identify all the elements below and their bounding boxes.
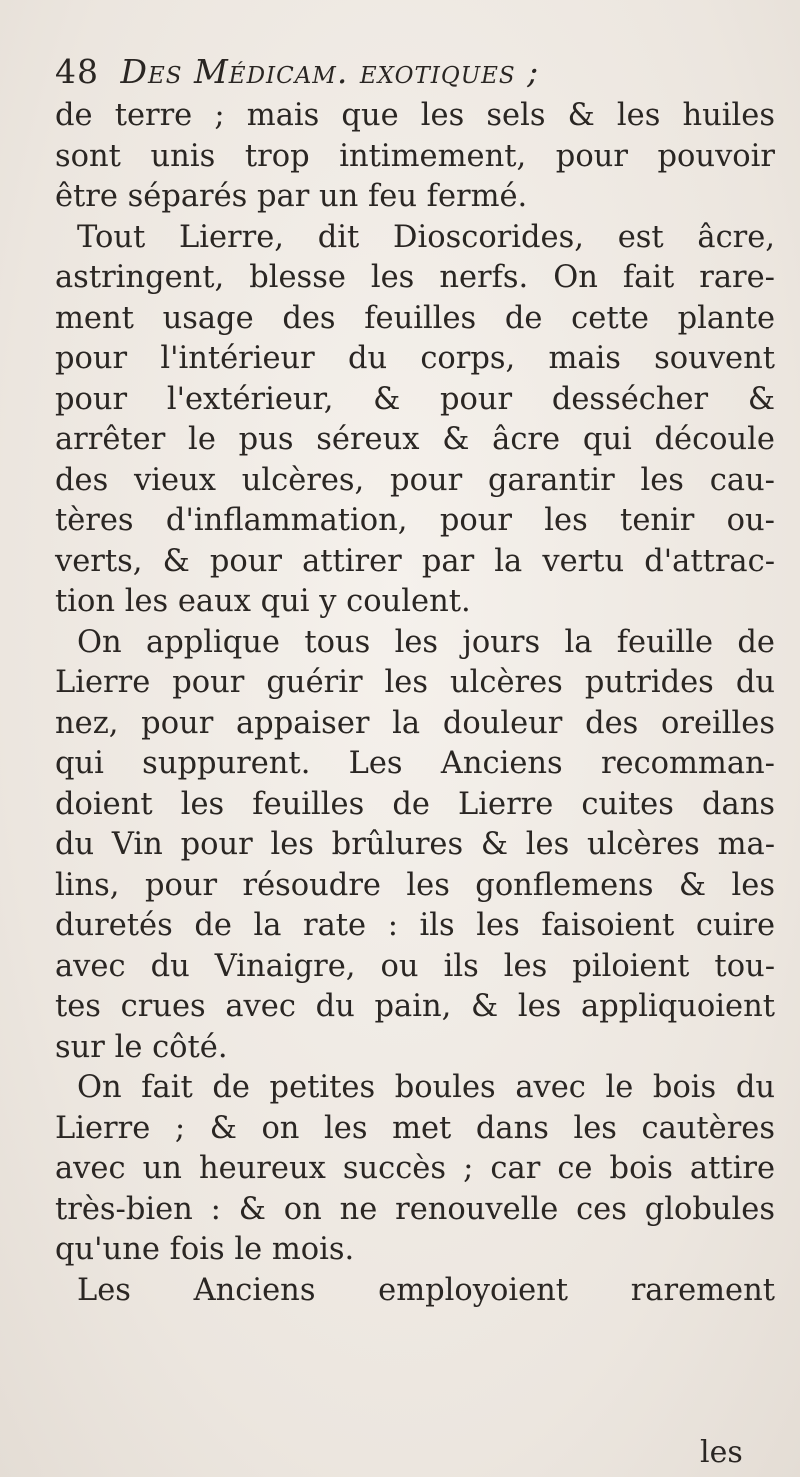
text-line: avec un heureux succès ; car ce bois attire	[55, 1151, 775, 1186]
text-line: astringent, blesse les nerfs. On fait rare-	[55, 260, 775, 295]
text-line: pour l'extérieur, & pour dessécher &	[55, 381, 775, 417]
text-line: tes crues avec du pain, & les appliquoient	[55, 989, 775, 1024]
text-line: qui suppurent. Les Anciens recomman-	[55, 746, 775, 781]
catchword: les	[700, 1435, 743, 1470]
text-line: verts, & pour attirer par la vertu d'attrac-	[55, 543, 775, 579]
text-line: tères d'inflammation, pour les tenir ou-	[55, 503, 775, 538]
text-line: Les Anciens employoient rarement	[77, 1272, 775, 1308]
text-line: avec du Vinaigre, ou ils les piloient tou-	[55, 948, 775, 984]
text-line: sur le côté.	[55, 1029, 228, 1065]
text-line: On applique tous les jours la feuille de	[77, 624, 775, 660]
text-line: Tout Lierre, dit Dioscorides, est âcre,	[77, 219, 775, 255]
body-text	[55, 96, 775, 1311]
text-line: duretés de la rate : ils les faisoient cuire	[55, 908, 775, 943]
text-line: doient les feuilles de Lierre cuites dans	[55, 786, 775, 822]
text-line: On fait de petites boules avec le bois du	[77, 1070, 775, 1105]
text-line: des vieux ulcères, pour garantir les cau-	[55, 462, 775, 498]
text-line: être séparés par un feu fermé.	[55, 179, 528, 214]
running-title: Des Médicam. exotiques ;	[120, 52, 540, 91]
text-line: qu'une fois le mois.	[55, 1232, 355, 1267]
text-line: arrêter le pus séreux & âcre qui découle	[55, 422, 775, 457]
text-line: sont unis trop intimement, pour pouvoir	[55, 138, 775, 174]
text-line: très-bien : & on ne renouvelle ces globules	[55, 1191, 775, 1227]
text-line: pour l'intérieur du corps, mais souvent	[55, 341, 775, 376]
text-line: Lierre ; & on les met dans les cautères	[55, 1110, 775, 1146]
text-line: tion les eaux qui y coulent.	[55, 584, 471, 619]
text-line: lins, pour résoudre les gonflemens & les	[55, 867, 775, 903]
text-line: nez, pour appaiser la douleur des oreilles	[55, 705, 775, 741]
page-number: 48	[55, 52, 99, 91]
text-line: de terre ; mais que les sels & les huiles	[55, 98, 775, 133]
text-line: Lierre pour guérir les ulcères putrides du	[55, 665, 775, 700]
text-line: du Vin pour les brûlures & les ulcères ma-	[55, 827, 775, 862]
text-line: ment usage des feuilles de cette plante	[55, 300, 775, 336]
running-header	[55, 52, 775, 98]
